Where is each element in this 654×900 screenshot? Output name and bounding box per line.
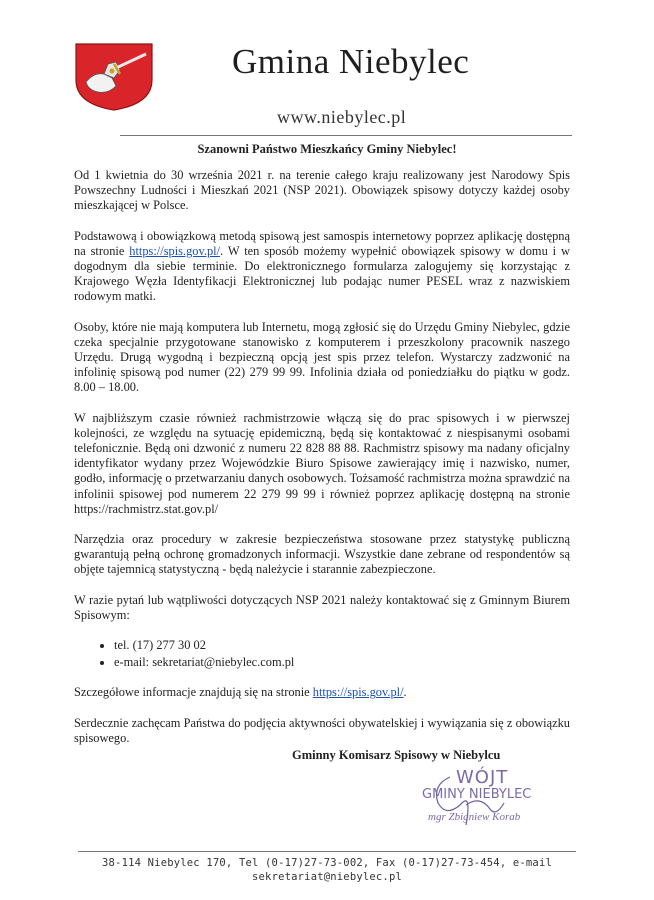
footer-address: 38-114 Niebylec 170, Tel (0-17)27-73-002, Fax (0-17)27-73-454, e-mail xyxy=(102,857,552,869)
paragraph-6: W razie pytań lub wątpliwości dotyczących NSP 2021 należy kontaktować się z Gminnym Biurem Spisowym: xyxy=(74,592,570,622)
footer-divider xyxy=(78,851,576,852)
paragraph-5: Narzędzia oraz procedury w zakresie bezpieczeństwa stosowane przez statystykę publiczną gwarantują pełną ochronę gromadzonych informacji. Wszystkie dane zebrane od respondentów są objęte tajemnicą statystyczną - będą należycie i starannie zabezpieczone. xyxy=(74,532,570,577)
contact-list xyxy=(74,638,570,670)
coat-of-arms-icon xyxy=(74,42,154,112)
page-title: Gmina Niebylec xyxy=(232,42,470,81)
paragraph-3: Osoby, które nie mają komputera lub Internetu, mogą zgłosić się do Urzędu Gminy Niebylec, gdzie czeka specjalnie przygotowane stanowisko z komputerem i przeszkolony pracownik naszego Urzędu. Drugą wygodną i bezpieczną opcją jest spis przez telefon. Wystarczy zadzwonić na infolinię spisową pod numer (22) 279 99 99. Infolinia działa od poniedziałku do piątku w godz. 8.00 – 18.00. xyxy=(74,319,570,395)
paragraph-2-text-a: Podstawową i obowiązkową metodą spisową jest samospis internetowy poprzez aplikację dostępną na stronie xyxy=(74,228,570,258)
salutation: Szanowni Państwo Mieszkańcy Gminy Niebylec! xyxy=(197,142,457,156)
stamp-office: GMINY NIEBYLEC xyxy=(422,787,532,802)
official-stamp xyxy=(420,765,570,837)
paragraph-7 xyxy=(74,685,570,700)
paragraph-2 xyxy=(74,229,570,305)
footer xyxy=(0,856,654,884)
signoff: Gminny Komisarz Spisowy w Niebylcu xyxy=(292,748,501,762)
contact-phone: • tel. (17) 277 30 02 xyxy=(114,638,570,653)
paragraph-7-text-a: Szczegółowe informacje znajdują się na stronie xyxy=(74,685,313,700)
paragraph-7-text-b: . xyxy=(403,685,407,700)
stamp-name: mgr Zbigniew Korab xyxy=(428,811,521,823)
website-url: www.niebylec.pl xyxy=(277,107,407,127)
spis-gov-link[interactable]: https://spis.gov.pl/ xyxy=(129,243,221,258)
letter-body xyxy=(74,168,570,761)
paragraph-4: W najbliższym czasie również rachmistrzowie włączą się do prac spisowych i w pierwszej kolejności, ze względu na sytuację epidemiczną, będą się kontaktować z niespisanymi osobami telefonicznie. Będą oni dzwonić z numeru 22 828 88 88. Rachmistrz spisowy ma nadany oficjalny identyfikator wydany przez Wojewódzkie Biuro Spisowe zawierający imię i nazwisko, numer, godło, informację o przetwarzaniu danych osobowych. Tożsamość rachmistrza można sprawdzić na infolinii spisowej pod numerem 22 279 99 99 i również poprzez aplikację dostępną na stronie https://rachmistrz.stat.gov.pl/ xyxy=(74,410,570,516)
stamp-title: WÓJT xyxy=(456,767,509,788)
paragraph-2-text-b: . W ten sposób możemy wypełnić obowiązek spisowy w domu i w dogodnym dla siebie terminie. Do elektronicznego formularza zalogujemy się korzystając z Krajowego Węzła Identyfikacji Elektronicznej lub podając numer PESEL wraz z nazwiskiem rodowym matki. xyxy=(74,243,570,304)
header-divider xyxy=(120,135,572,136)
paragraph-1: Od 1 kwietnia do 30 września 2021 r. na terenie całego kraju realizowany jest Narodowy Spis Powszechny Ludności i Mieszkań 2021 (NSP 2021). Obowiązek spisowy dotyczy każdej osoby mieszkającej w Polsce. xyxy=(74,168,570,213)
footer-email: sekretariat@niebylec.pl xyxy=(252,871,402,883)
contact-email: • e-mail: sekretariat@niebylec.com.pl xyxy=(114,655,570,670)
paragraph-8: Serdecznie zachęcam Państwa do podjęcia aktywności obywatelskiej i wywiązania się z obowiązku spisowego. xyxy=(74,715,570,745)
spis-gov-link-2[interactable]: https://spis.gov.pl/ xyxy=(312,685,404,700)
